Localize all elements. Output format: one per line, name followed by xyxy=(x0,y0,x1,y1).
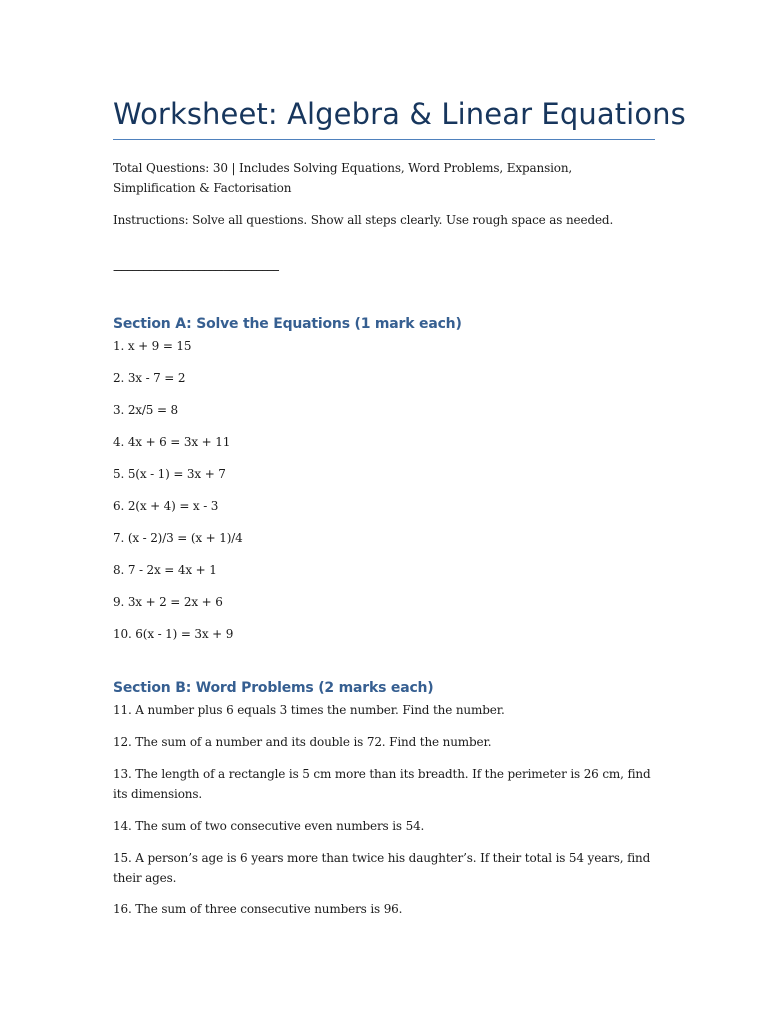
question-item: 11. A number plus 6 equals 3 times the number. Find the number. xyxy=(113,703,505,717)
question-item: 9. 3x + 2 = 2x + 6 xyxy=(113,595,223,609)
question-item: 12. The sum of a number and its double is 72. Find the number. xyxy=(113,735,492,749)
question-item: 14. The sum of two consecutive even numbers is 54. xyxy=(113,819,425,833)
title-underline xyxy=(113,139,655,140)
question-item: 10. 6(x - 1) = 3x + 9 xyxy=(113,627,234,641)
question-item: 6. 2(x + 4) = x - 3 xyxy=(113,499,219,513)
worksheet-summary: Total Questions: 30 | Includes Solving Equations, Word Problems, Expansion, Simplification & Factorisation xyxy=(113,161,573,195)
question-item: 15. A person’s age is 6 years more than twice his daughter’s. If their total is 54 years, find their ages. xyxy=(113,851,651,885)
question-item: 1. x + 9 = 15 xyxy=(113,339,192,353)
dashed-divider: ------------------------------------------------------------ xyxy=(113,263,279,277)
page-title: Worksheet: Algebra & Linear Equations xyxy=(113,97,686,131)
worksheet-instructions: Instructions: Solve all questions. Show all steps clearly. Use rough space as needed. xyxy=(113,213,614,227)
section-b-heading: Section B: Word Problems (2 marks each) xyxy=(113,680,434,696)
question-item: 4. 4x + 6 = 3x + 11 xyxy=(113,435,231,449)
question-item: 8. 7 - 2x = 4x + 1 xyxy=(113,563,217,577)
section-a-heading: Section A: Solve the Equations (1 mark each) xyxy=(113,316,462,332)
question-item: 13. The length of a rectangle is 5 cm more than its breadth. If the perimeter is 26 cm, find its dimensions. xyxy=(113,767,651,801)
question-item: 2. 3x - 7 = 2 xyxy=(113,371,186,385)
question-item: 5. 5(x - 1) = 3x + 7 xyxy=(113,467,226,481)
question-item: 7. (x - 2)/3 = (x + 1)/4 xyxy=(113,531,243,545)
question-item: 3. 2x/5 = 8 xyxy=(113,403,179,417)
question-item: 16. The sum of three consecutive numbers is 96. xyxy=(113,902,403,916)
